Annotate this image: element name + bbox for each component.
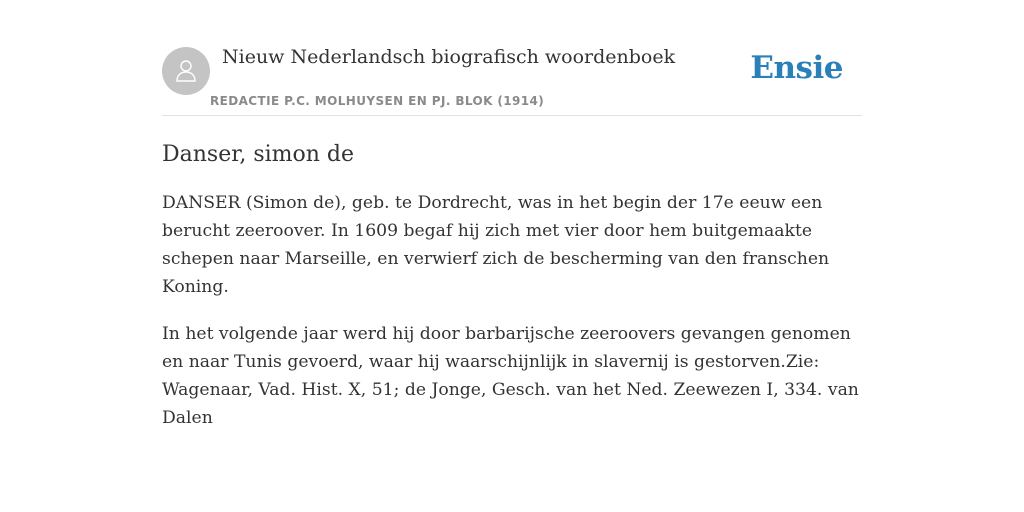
entry-paragraph: DANSER (Simon de), geb. te Dordrecht, was in het begin der 17e eeuw een berucht zeeroover. In 1609 begaf hij zich met vier door hem buitgemaakte schepen naar Marseille, en verwierf zich de bescherming van den franschen Koning.: [162, 193, 830, 297]
entry-title: Danser, simon de: [162, 142, 355, 167]
entry-body: [162, 189, 862, 432]
entry-paragraph: In het volgende jaar werd hij door barbarijsche zeeroovers gevangen genomen en naar Tunis gevoerd, waar hij waarschijnlijk in slavernij is gestorven.Zie: Wagenaar, Vad. Hist. X, 51; de Jonge, Gesch. van het Ned. Zeewezen I, 334. van Dalen: [162, 324, 859, 428]
source-editors: REDACTIE P.C. MOLHUYSEN EN PJ. BLOK (1914): [210, 94, 545, 108]
ensie-logo[interactable]: Ensie: [750, 50, 843, 86]
page: [162, 40, 862, 432]
person-placeholder-icon: [162, 47, 210, 95]
source-title[interactable]: Nieuw Nederlandsch biografisch woordenboek: [222, 46, 676, 68]
source-header: [162, 40, 862, 116]
